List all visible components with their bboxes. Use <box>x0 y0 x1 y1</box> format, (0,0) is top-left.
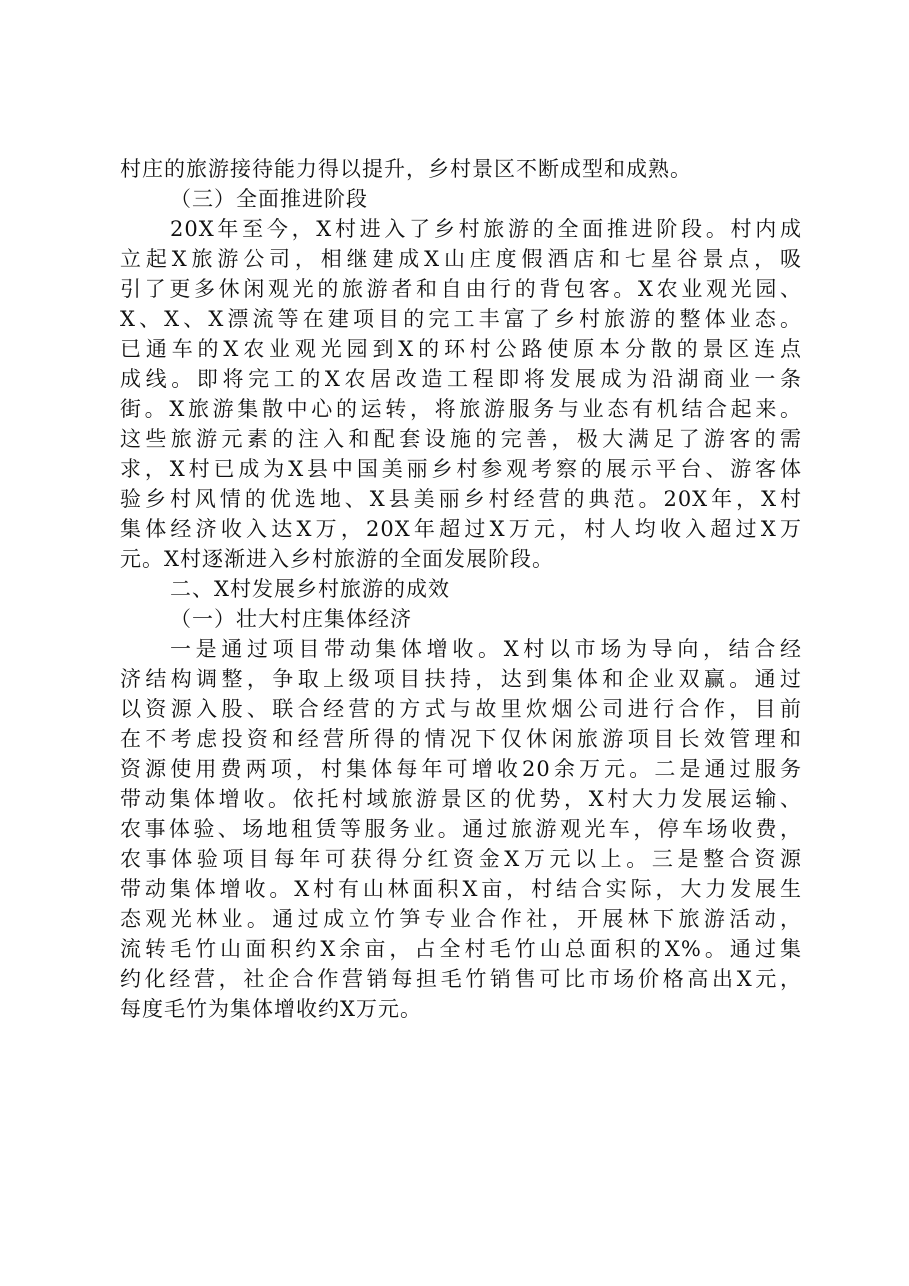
text-line: 带动集体增收。X村有山林面积X亩，村结合实际，大力发展生 <box>120 877 802 901</box>
text-line: 农事体验项目每年可获得分红资金X万元以上。三是整合资源 <box>120 847 802 871</box>
heading-text: 二、X村发展乡村旅游的成效 <box>170 577 450 601</box>
text-line: 约化经营，社企合作营销每担毛竹销售可比市场价格高出X元， <box>120 967 802 991</box>
text-line: 流转毛竹山面积约X余亩，占全村毛竹山总面积的X%。通过集 <box>120 937 802 961</box>
paragraph-phase-three-body <box>120 214 802 574</box>
text-line: 资源使用费两项，村集体每年可增收20余万元。二是通过服务 <box>120 757 802 781</box>
text-line: 元。X村逐渐进入乡村旅游的全面发展阶段。 <box>120 547 554 571</box>
text-line: 农事体验、场地租赁等服务业。通过旅游观光车，停车场收费， <box>120 817 802 841</box>
text-line: 这些旅游元素的注入和配套设施的完善，极大满足了游客的需 <box>120 427 802 451</box>
text-line: 济结构调整，争取上级项目扶持，达到集体和企业双赢。通过 <box>120 667 802 691</box>
text-line: 带动集体增收。依托村域旅游景区的优势，X村大力发展运输、 <box>120 787 802 811</box>
section-heading-phase-three <box>120 184 802 214</box>
text-line: 已通车的X农业观光园到X的环村公路使原本分散的景区连点 <box>120 337 802 361</box>
subsection-heading-collective-economy <box>120 604 802 634</box>
section-heading-achievements <box>120 574 802 604</box>
text-line: 引了更多休闲观光的旅游者和自由行的背包客。X农业观光园、 <box>120 277 802 301</box>
paragraph-collective-economy-body <box>120 634 802 1024</box>
heading-text: （三）全面推进阶段 <box>170 187 368 211</box>
text-line: 20X年至今，X村进入了乡村旅游的全面推进阶段。村内成 <box>170 217 802 241</box>
heading-text: （一）壮大村庄集体经济 <box>170 607 412 631</box>
text-line: 村庄的旅游接待能力得以提升，乡村景区不断成型和成熟。 <box>120 157 692 181</box>
text-line: 一是通过项目带动集体增收。X村以市场为导向，结合经 <box>170 637 802 661</box>
text-line: 成线。即将完工的X农居改造工程即将发展成为沿湖商业一条 <box>120 367 802 391</box>
text-line: 集体经济收入达X万，20X年超过X万元，村人均收入超过X万 <box>120 517 802 541</box>
document-page <box>120 154 802 1024</box>
text-line: X、X、X漂流等在建项目的完工丰富了乡村旅游的整体业态。 <box>120 307 802 331</box>
text-line: 验乡村风情的优选地、X县美丽乡村经营的典范。20X年，X村 <box>120 487 802 511</box>
text-line: 每度毛竹为集体增收约X万元。 <box>120 997 422 1021</box>
text-line: 街。X旅游集散中心的运转，将旅游服务与业态有机结合起来。 <box>120 397 802 421</box>
paragraph-continuation <box>120 154 802 184</box>
text-line: 以资源入股、联合经营的方式与故里炊烟公司进行合作，目前 <box>120 697 802 721</box>
text-line: 立起X旅游公司，相继建成X山庄度假酒店和七星谷景点，吸 <box>120 247 802 271</box>
text-line: 求，X村已成为X县中国美丽乡村参观考察的展示平台、游客体 <box>120 457 802 481</box>
text-line: 态观光林业。通过成立竹笋专业合作社，开展林下旅游活动， <box>120 907 802 931</box>
text-line: 在不考虑投资和经营所得的情况下仅休闲旅游项目长效管理和 <box>120 727 802 751</box>
